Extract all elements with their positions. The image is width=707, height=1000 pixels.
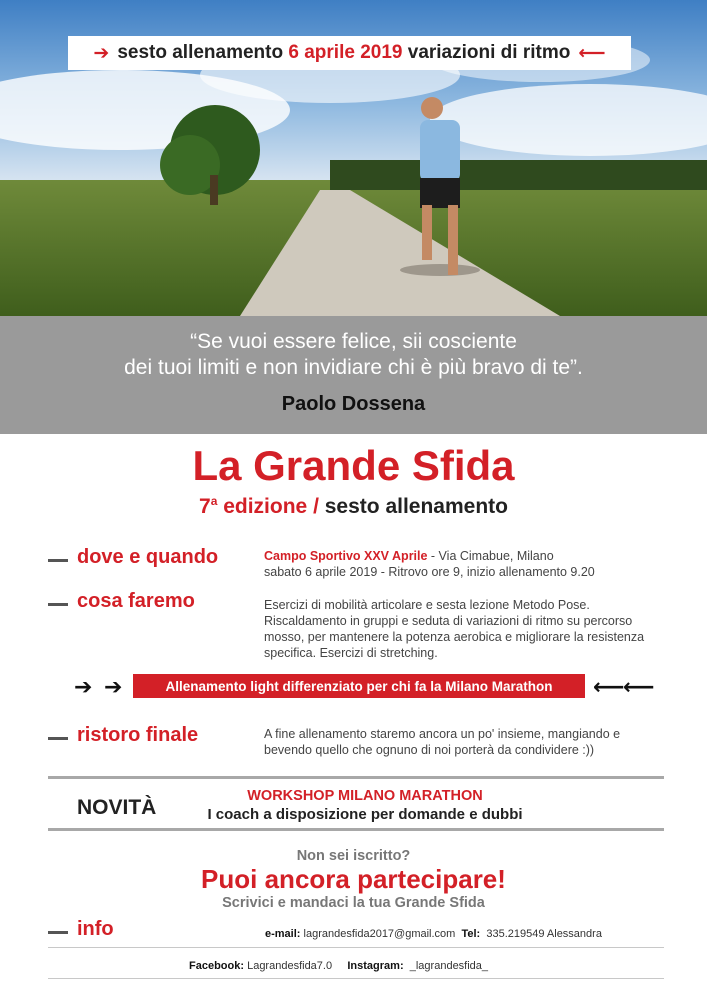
instagram-link[interactable]: _lagrandesfida_ xyxy=(409,960,489,972)
date-time: sabato 6 aprile 2019 - Ritrovo ore 9, inizio allenamento 9.20 xyxy=(264,565,595,579)
email-label: e-mail: xyxy=(265,928,301,940)
arrow-right-icon: ➔ xyxy=(93,42,110,64)
social-line xyxy=(189,960,488,972)
divider xyxy=(48,947,664,948)
section-text xyxy=(264,548,659,580)
session-name: sesto allenamento xyxy=(324,495,508,518)
quote-line-2: dei tuoi limiti e non invidiare chi è più bravo di te”. xyxy=(124,356,583,379)
tel-label: Tel: xyxy=(461,928,481,940)
novita-label: NOVITÀ xyxy=(77,796,157,819)
section-label: ristoro finale xyxy=(77,724,199,746)
section-text: Esercizi di mobilità articolare e sesta lezione Metodo Pose. Riscaldamento in gruppi e seduta di variazioni di ritmo su percorso mosso, per mantenere la potenza aerobica e migliorare la resistenza specifica. Esercizi di stretching. xyxy=(264,598,645,660)
hero-photo xyxy=(0,0,707,316)
banner-prefix: sesto allenamento xyxy=(117,42,284,63)
page-title: La Grande Sfida xyxy=(192,442,515,489)
quote-line-1: “Se vuoi essere felice, sii cosciente xyxy=(190,330,517,353)
dash-icon xyxy=(48,737,68,740)
arrow-left-icon: ⟵ xyxy=(578,42,606,64)
arrow-left-icon: ⟵ xyxy=(623,674,655,699)
page-subtitle xyxy=(0,494,707,519)
contact-line xyxy=(265,928,602,940)
email-link[interactable]: lagrandesfida2017@gmail.com xyxy=(303,928,456,940)
section-text: A fine allenamento staremo ancora un po' insieme, mangiando e bevendo quello che ognuno di noi porterà da condividere :)) xyxy=(264,727,621,757)
edition-word: edizione / xyxy=(223,495,319,518)
workshop-subtitle: I coach a disposizione per domande e dubbi xyxy=(207,806,523,823)
quote-band xyxy=(0,316,707,434)
tel-value[interactable]: 335.219549 Alessandra xyxy=(486,928,602,940)
cta-subtext: Scrivici e mandaci la tua Grande Sfida xyxy=(222,895,485,911)
facebook-label: Facebook: xyxy=(189,960,245,972)
arrow-right-icon: ➔ xyxy=(74,674,93,699)
divider xyxy=(48,978,664,979)
venue-address: - Via Cimabue, Milano xyxy=(427,549,554,563)
edition-number: 7 xyxy=(199,495,211,518)
dash-icon xyxy=(48,603,68,606)
workshop-title: WORKSHOP MILANO MARATHON xyxy=(247,788,483,804)
session-banner xyxy=(68,36,631,70)
arrow-right-icon: ➔ xyxy=(104,674,123,699)
banner-date: 6 aprile 2019 xyxy=(288,42,403,63)
dash-icon xyxy=(48,559,68,562)
highlight-bar: Allenamento light differenziato per chi fa la Milano Marathon xyxy=(133,674,585,698)
banner-suffix: variazioni di ritmo xyxy=(407,42,571,63)
divider xyxy=(48,828,664,831)
section-label: info xyxy=(77,918,114,940)
venue-name: Campo Sportivo XXV Aprile xyxy=(264,549,428,563)
cta-headline: Puoi ancora partecipare! xyxy=(201,864,506,894)
edition-superscript: a xyxy=(210,494,218,508)
section-label: dove e quando xyxy=(77,546,219,568)
cta-question: Non sei iscritto? xyxy=(296,848,411,864)
section-label: cosa faremo xyxy=(77,590,195,612)
arrow-left-icon: ⟵ xyxy=(593,674,625,699)
dash-icon xyxy=(48,931,68,934)
quote-author: Paolo Dossena xyxy=(281,393,426,415)
instagram-label: Instagram: xyxy=(347,960,404,972)
facebook-link[interactable]: Lagrandesfida7.0 xyxy=(247,960,333,972)
divider xyxy=(48,776,664,779)
